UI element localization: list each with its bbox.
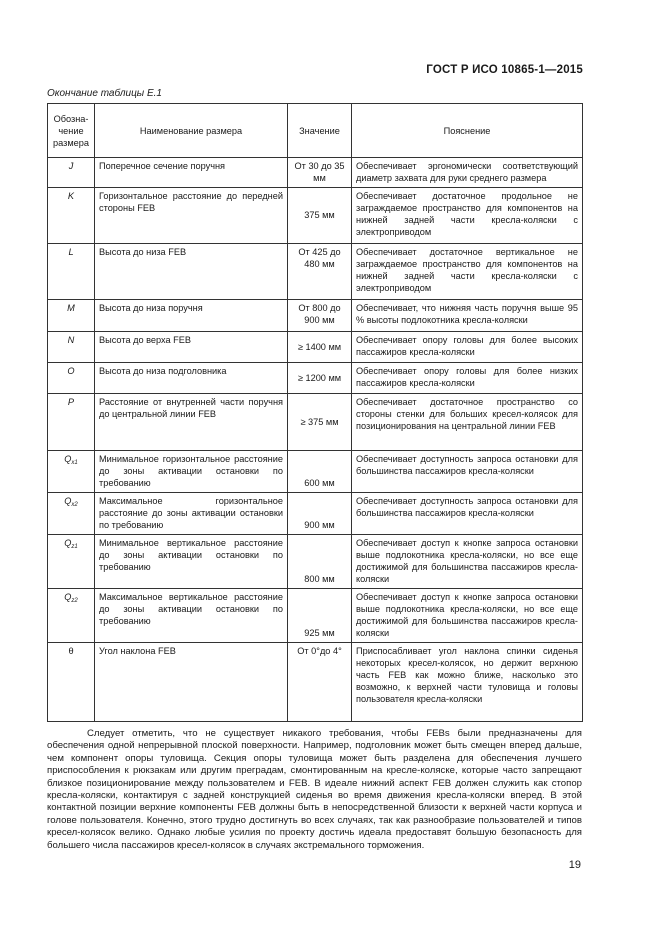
- cell-explanation: Обеспечивает эргономически соответствующий диаметр захвата для руки среднего размера: [352, 158, 583, 188]
- cell-symbol: [48, 493, 95, 535]
- document-code: ГОСТ Р ИСО 10865-1—2015: [426, 64, 583, 76]
- cell-value: От 0°до 4°: [288, 643, 352, 722]
- symbol-main: Q: [64, 454, 72, 464]
- cell-value: ≥ 1200 мм: [288, 363, 352, 394]
- cell-explanation: Обеспечивает доступ к кнопке запроса остановки выше подлокотника кресла-коляски, но все еще достижимой для большинства пассажиров кресла-коляски: [352, 535, 583, 589]
- cell-value: 800 мм: [288, 535, 352, 589]
- cell-symbol: [48, 332, 95, 363]
- table-row: [48, 363, 583, 394]
- cell-explanation: Приспосабливает угол наклона спинки сиденья некоторых кресел-колясок, но держит верхнюю часть FEB как можно ближе, насколько это возможно, к верхней части туловища и головы пользователя кресла-коляски: [352, 643, 583, 722]
- table-row: [48, 451, 583, 493]
- cell-symbol: [48, 451, 95, 493]
- table-row: [48, 188, 583, 244]
- cell-dimension-name: Горизонтальное расстояние до передней стороны FEB: [95, 188, 288, 244]
- column-header-symbol: Обозна- чение размера: [48, 104, 95, 158]
- cell-dimension-name: Поперечное сечение поручня: [95, 158, 288, 188]
- symbol-main: Q: [64, 496, 72, 506]
- table-row: [48, 535, 583, 589]
- cell-dimension-name: Угол наклона FEB: [95, 643, 288, 722]
- table-row: [48, 493, 583, 535]
- symbol-subscript: x1: [71, 460, 78, 466]
- cell-explanation: Обеспечивает достаточное продольное не заграждаемое пространство для компонентов на нижней задней части кресла-коляски с электроприводом: [352, 188, 583, 244]
- cell-explanation: Обеспечивает доступ к кнопке запроса остановки выше подлокотника кресла-коляски, но все еще достижимой для большинства пассажиров кресла-коляски: [352, 589, 583, 643]
- symbol-main: J: [68, 161, 74, 171]
- cell-value: 925 мм: [288, 589, 352, 643]
- table-row: [48, 643, 583, 722]
- cell-symbol: [48, 643, 95, 722]
- cell-dimension-name: Максимальное горизонтальное расстояние до зоны активации остановки по требованию: [95, 493, 288, 535]
- symbol-main: P: [67, 397, 75, 407]
- cell-dimension-name: Максимальное вертикальное расстояние до зоны активации остановки по требованию: [95, 589, 288, 643]
- cell-symbol: [48, 363, 95, 394]
- cell-value: От 30 до 35 мм: [288, 158, 352, 188]
- cell-symbol: [48, 300, 95, 332]
- cell-symbol: [48, 394, 95, 451]
- cell-dimension-name: Высота до низа FEB: [95, 244, 288, 300]
- cell-explanation: Обеспечивает доступность запроса остановки для большинства пассажиров кресла-коляски: [352, 451, 583, 493]
- cell-dimension-name: Минимальное вертикальное расстояние до зоны активации остановки по требованию: [95, 535, 288, 589]
- column-header-value: Значение: [288, 104, 352, 158]
- cell-symbol: [48, 589, 95, 643]
- cell-value: От 425 до 480 мм: [288, 244, 352, 300]
- table-body: [48, 158, 583, 722]
- cell-explanation: Обеспечивает опору головы для более низких пассажиров кресла-коляски: [352, 363, 583, 394]
- column-header-explanation: Пояснение: [352, 104, 583, 158]
- cell-value: 600 мм: [288, 451, 352, 493]
- symbol-main: O: [67, 366, 75, 376]
- symbol-main: L: [68, 247, 74, 257]
- cell-symbol: [48, 244, 95, 300]
- symbol-main: M: [67, 303, 75, 313]
- table-header-row: [48, 104, 583, 158]
- cell-value: 375 мм: [288, 188, 352, 244]
- cell-explanation: Обеспечивает опору головы для более высоких пассажиров кресла-коляски: [352, 332, 583, 363]
- symbol-main: N: [67, 335, 75, 345]
- cell-dimension-name: Минимальное горизонтальное расстояние до зоны активации остановки по требованию: [95, 451, 288, 493]
- cell-explanation: Обеспечивает, что нижняя часть поручня выше 95 % высоты подлокотника кресла-коляски: [352, 300, 583, 332]
- body-paragraph: Следует отметить, что не существует никакого требования, чтобы FEBs были предназначены для обеспечения одной непрерывной плоской поверхности. Например, подголовник может быть смещен вперед дальше, чем компонент опоры туловища. Секция опоры туловища может быть разделена для обеспечения лучшего приспособления к рюкзакам или другим преградам, смонтированным на кресле-коляске, которые часто запрещают близкое позиционирование между пользователем и FEB. В идеале нижний аспект FEB должен служить как стопор кресла-коляски, контактируя с задней конструкцией сиденья во время движения кресла-коляски вперед. В этой контактной позиции верхние компоненты FEB должны быть в непосредственной близости к верхней части корпуса и голове пользователя. Конечно, этого трудно достигнуть во всех случаях, так как разнообразие пользователей и типов кресел-колясок велико. Однако любые усилия по проекту достичь идеала предоставят большую безопасность для большего числа пассажиров кресел-колясок в случаях экстремального торможения.: [47, 728, 582, 851]
- cell-value: ≥ 375 мм: [288, 394, 352, 451]
- page-number: 19: [568, 859, 581, 871]
- cell-dimension-name: Высота до низа поручня: [95, 300, 288, 332]
- symbol-subscript: x2: [71, 502, 78, 508]
- dimensions-table: [47, 103, 583, 722]
- symbol-subscript: z2: [71, 598, 78, 604]
- cell-symbol: [48, 535, 95, 589]
- cell-value: 900 мм: [288, 493, 352, 535]
- table-row: [48, 394, 583, 451]
- table-row: [48, 244, 583, 300]
- symbol-main: Q: [64, 538, 72, 548]
- cell-value: От 800 до 900 мм: [288, 300, 352, 332]
- table-row: [48, 332, 583, 363]
- table-row: [48, 589, 583, 643]
- table-caption: Окончание таблицы Е.1: [47, 88, 162, 99]
- symbol-main: θ: [68, 646, 74, 656]
- table-row: [48, 158, 583, 188]
- symbol-main: Q: [64, 592, 72, 602]
- cell-dimension-name: Расстояние от внутренней части поручня до центральной линии FEB: [95, 394, 288, 451]
- column-header-name: Наименование размера: [95, 104, 288, 158]
- cell-explanation: Обеспечивает достаточное вертикальное не заграждаемое пространство для компонентов на нижней задней части кресла-коляски с электроприводом: [352, 244, 583, 300]
- cell-explanation: Обеспечивает достаточное пространство со стороны стенки для больших кресел-колясок для позиционирования на центральной линии FEB: [352, 394, 583, 451]
- symbol-main: K: [67, 191, 75, 201]
- cell-dimension-name: Высота до верха FEB: [95, 332, 288, 363]
- cell-dimension-name: Высота до низа подголовника: [95, 363, 288, 394]
- cell-symbol: [48, 158, 95, 188]
- cell-value: ≥ 1400 мм: [288, 332, 352, 363]
- cell-symbol: [48, 188, 95, 244]
- cell-explanation: Обеспечивает доступность запроса остановки для большинства пассажиров кресла-коляски: [352, 493, 583, 535]
- table-row: [48, 300, 583, 332]
- symbol-subscript: z1: [71, 544, 78, 550]
